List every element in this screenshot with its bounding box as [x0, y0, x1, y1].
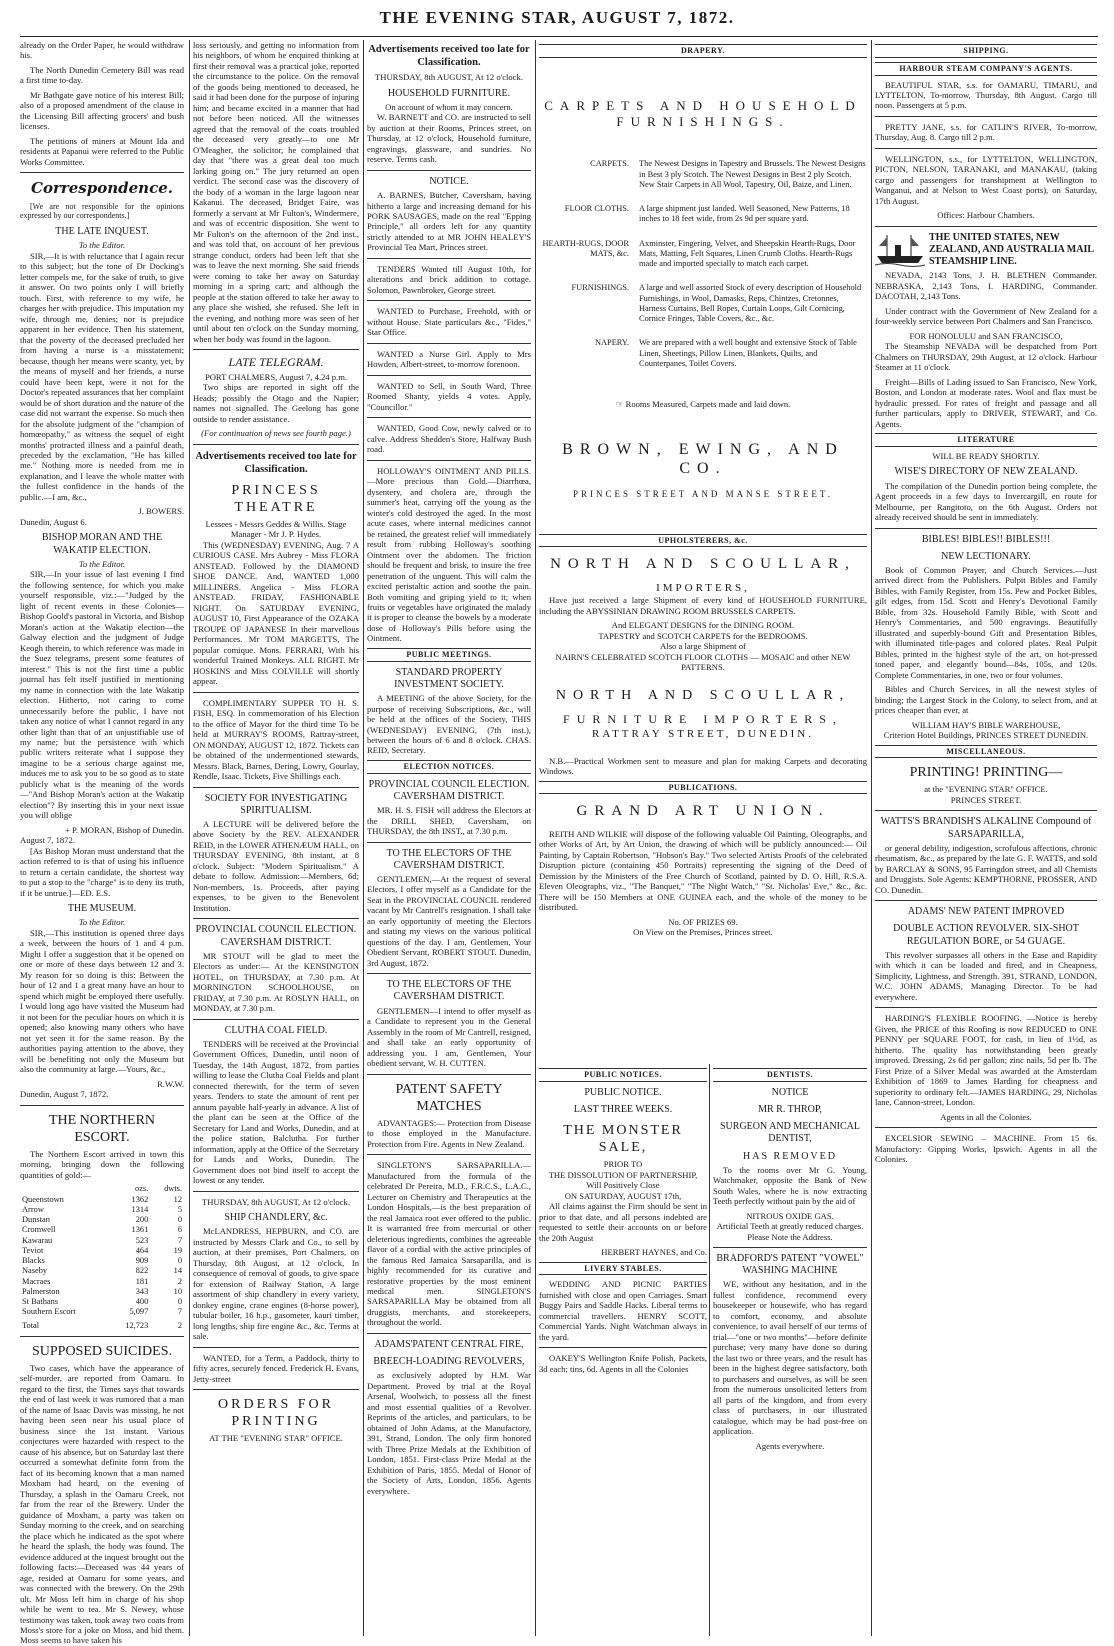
ad-line: PRIOR TO [603, 1159, 643, 1170]
ad-title: TO THE ELECTORS OF THE CAVERSHAM DISTRICT. [386, 979, 512, 1003]
ad-line: ON SATURDAY, AUGUST 17th, [564, 1190, 682, 1201]
column-divider [709, 1064, 710, 1636]
ad-body: Book of Common Prayer, and Church Services.—Just arrived direct from the Publishers. Pulpit Bibles and Family Bibles, with Family Register, from 15s. Pew and Pocket Bibles, gilt edges, from 15d. Scott and Henry's Devotional Family Bible, from 32s. Household Family Bible, with Scott and Henry's Commentaries, and 500 engravings. Beautifully illustrated and superbly-bound Gift and Presentation Bibles, with illuminated title-pages and colored plates. Real Pulpit Bibles, printed in the highest style of the art, on hot-pressed toned paper, and elegantly bound—84s, 105s, and 120s. Complete Commentaries, in one, two or four volumes. [875, 564, 1097, 680]
column-divider [363, 40, 364, 1636]
ad-body: WANTED a Nurse Girl. Apply to Mrs Howden, Albert-street, to-morrow forenoon. [367, 348, 531, 370]
ad-line: at the "EVENING STAR" OFFICE. [924, 784, 1048, 795]
section-rule [367, 460, 531, 461]
section-rule [367, 170, 531, 171]
late-adverts-header: Advertisements received too late for Classification. [368, 44, 530, 69]
table-row [20, 1225, 184, 1235]
drapery-section [539, 40, 867, 1060]
late-adverts-header: Advertisements received too late for Classification. [195, 450, 357, 475]
section-rule [367, 258, 531, 259]
section-rule [539, 1347, 707, 1348]
ad-line: On View on the Premises, Princes street. [633, 927, 773, 938]
ozs-cell: 1314 [131, 1204, 149, 1214]
dwts-cell: 7 [177, 1235, 182, 1245]
ad-body: Under contract with the Government of New Zealand for a four-weekly service between Port Chalmers and San Francisco. [875, 305, 1097, 327]
table-row [20, 1236, 184, 1246]
place-cell: Naseby [22, 1266, 48, 1276]
table-row [20, 1287, 184, 1297]
ad-line: No. OF PRIZES 69. [668, 916, 738, 927]
drapery-row [539, 283, 867, 324]
editor-note: [We are not responsible for the opinions expressed by our correspondents.] [20, 201, 184, 221]
ad-line: HAS REMOVED [743, 1150, 837, 1162]
column-divider [871, 40, 872, 1636]
section-rule [193, 349, 359, 350]
ad-body: GENTLEMEN—I intend to offer myself as a Candidate to represent you in the General Assembly in the room of Mr Cantrell, resigned, and shall take an early opportunity of addressing you. I am, Gentlemen, Your obedient servant, W. H. CUTTEN. [367, 1005, 531, 1069]
drapery-description: We are prepared with a well bought and extensive Stock of Table Linen, Sheetings, Pillow Linen, Blankets, Quilts, and Counterpanes, Toilet Covers. [639, 338, 857, 368]
ad-body: MR STOUT will be glad to meet the Electors as under:— At the KENSINGTON HOTEL, on THURSDAY, at 7.30 p.m. At MORNINGTON SCHOOLHOUSE, on FRIDAY, at 7.30 p.m. At ROSLYN HALL, on MONDAY, at 7.30 p.m. [193, 950, 359, 1014]
ad-body: GENTLEMEN,—At the request of several Electors, I offer myself as a Candidate for the Seat in the PROVINCIAL COUNCIL rendered vacant by Mr Cantrell's resignation. I shall take an early opportunity of meeting the Electors and stating my views on the various political questions of the day. I am, Gentlemen, Your Obedient Servant, ROBERT STOUT. Dunedin, 3rd August, 1872. [367, 873, 531, 968]
table-row [20, 1266, 184, 1276]
ad-line: Offices: Harbour Chambers. [937, 210, 1035, 221]
table-row [20, 1205, 184, 1215]
place-cell: Dunstan [22, 1215, 50, 1225]
ad-body: A MEETING of the above Society, for the purpose of receiving Subscriptions, &c., will be held at the offices of the Society, THIS (WEDNESDAY) EVENING, (7th inst.), between the hours of 6 and 8 o'clock. CHAS. REID, Secretary. [367, 693, 531, 756]
unit-ozs: ozs. [135, 1184, 149, 1194]
to-editor: To the Editor. [78, 917, 126, 928]
ad-body: The Steamship NEVADA will be despatched from Port Chalmers on THURSDAY, 29th August, at 12 o'clock. Harbour Steamer at 11 o'clock. [875, 341, 1097, 373]
section-rule [875, 900, 1097, 901]
section-rule [875, 116, 1097, 117]
ad-body: WE, without any hesitation, and in the fullest confidence, recommend every housekeeper or housewife, who has regard to comfort, economy, and absolute convenience, to avail herself of our terms of trial—"one or two months"—before definite purchase; very many have done so during the last two or three years, and the result has been in the highest degree satisfactory, both to purchasers and ourselves, as will be seen from the numerous unsolicited letters from all parts of the kingdom, and from every class of purchasers, in our illustrated catalogue, which may be had post-free on application. [713, 1279, 867, 1437]
ad-subtitle: Lessees - Messrs Geddes & Willis. Stage Manager - Mr J. P. Hydes. [205, 518, 347, 540]
ad-body: OAKEY'S Wellington Knife Polish, Packets, 3d each; tins, 6d. Agents in all the Colonies [539, 1353, 707, 1374]
ozs-cell: 400 [135, 1297, 149, 1307]
place-cell: Queenstown [22, 1194, 64, 1204]
ozs-cell: 523 [135, 1235, 149, 1245]
column-2 [193, 40, 359, 1630]
ad-title: TO THE ELECTORS OF THE CAVERSHAM DISTRICT. [386, 847, 512, 871]
ns-logo-line: RATTRAY STREET, DUNEDIN. [592, 728, 814, 741]
ad-line: WILL BE READY SHORTLY. [932, 450, 1040, 461]
ad-line: SURGEON AND MECHANICAL DENTIST, [719, 1121, 860, 1145]
drapery-description: The Newest Designs in Tapestry and Brussels. The Newest Designs in Best 3 ply Scotch. The Newest Designs in Best 2 ply Scotch. New Stair Carpets in All Wool, Tapestry, Oil, Baize, and Linen. [639, 159, 866, 189]
article-title: THE LATE INQUEST. [55, 226, 149, 238]
ad-body: TENDERS Wanted till August 10th, for alterations and brick addition to cottage. Solomon, Pawnbroker, George street. [367, 263, 531, 295]
ad-title: ADAMS'PATENT CENTRAL FIRE, [374, 1338, 524, 1350]
table-total-row [20, 1318, 184, 1331]
dwts-cell: 6 [177, 1225, 182, 1235]
dentists-section [713, 1064, 867, 1634]
place-cell: St Bathans [22, 1297, 59, 1307]
dwts-cell: 10 [173, 1286, 182, 1296]
section-rule [367, 1333, 531, 1334]
table-row [20, 1256, 184, 1266]
ad-body: TENDERS will be received at the Provincial Government Offices, Dunedin, until noon of Tuesday, the 14th August, 1872, from parties willing to lease the Clutha Coal Fields and plant connected therewith, for the term of seven years. Tenders to state the amount of rent per annum payable half-yearly in advance. A list of the plant can be seen at the Office of the Secretary for Land and Works, Dunedin, and at the police station, Balclutha. For further information, apply at the Office of the Secretary for Lands and Works, Dunedin. The Government does not bind itself to accept the lowest or any tender. [193, 1038, 359, 1186]
ad-title: PRINCESS THEATRE [231, 482, 321, 515]
place-cell: Total [22, 1320, 40, 1330]
column-divider [535, 40, 536, 1636]
ozs-cell: 343 [135, 1286, 149, 1296]
ad-line: THE DISSOLUTION OF PARTNERSHIP, [548, 1169, 698, 1180]
drapery-description: Axminster, Fingering, Velvet, and Sheepskin Hearth-Rugs, Door Mats, Matting, Felt Squares, Linen Crumb Cloths. Hearth-Rugs made and imported specially to match each carpet. [639, 238, 856, 269]
ad-title: WISE'S DIRECTORY OF NEW ZEALAND. [894, 466, 1078, 478]
column-divider [189, 40, 190, 1636]
ad-title: PROVINCIAL COUNCIL ELECTION. CAVERSHAM DISTRICT. [368, 778, 530, 802]
ad-body: HOLLOWAY'S OINTMENT AND PILLS.—More precious than Gold.—Diarrhœa, dysentery, and cholera are, through the summer's heat, carrying off the young as the winter's cold destroyed the aged. In the most acute cases, where internal medicines cannot be retained, the greatest relief will immediately result from rubbing Holloway's soothing Ointment over the abdomen. The friction should be frequent and brisk, to insure the free penetration of the unguent. This will calm the excited peristaltic action and soothe the pain. Both vomiting and griping yield to it; when fruits or vegetables have originated the malady it is proper to cleanse the bowels by a moderate dose of Holloway's Pills before using the Ointment. [367, 465, 531, 644]
ad-title: CARPETS AND HOUSEHOLD FURNISHINGS. [544, 97, 862, 129]
place-cell: Cromwell [22, 1225, 56, 1235]
letter-body: SIR,—In your issue of last evening I find the following sentence, for which you make yourself responsible, viz.:—"Judged by the light of recent events in these Colonies—Bishop Goold's pastoral in Victoria, and Bishop Moran's action at the Wakatip election—the Galway election and the judgment of Judge Keogh therein, to which reference was made in the Suez telegrams, present some features of interest." This is not the first time a public journal has felt itself justified in mentioning my name in connection with the late Wakatip election. Hitherto, not caring to come unnecessarily before the public, I have not taken any notice of what I cannot regard in any other light than that of an unjustifiable use of my name; but the persistence with which public writers reiterate what I suppose they imagine to be a serious charge against me, induces me to ask you to be so good as to state publicly what is the meaning of the words—"And Bishop Moran's action at the Wakatip election"? By inserting this in your next issue you will oblige [20, 569, 184, 821]
drapery-description: A large shipment just landed. Well Seasoned, New Patterns, 18 inches to 18 feet wide, from 2s 9d per square yard. [639, 204, 850, 224]
section-bar: LIVERY STABLES. [539, 1262, 707, 1276]
ozs-cell: 1361 [131, 1225, 149, 1235]
place-cell: Southern Escort [22, 1307, 76, 1317]
ad-body: N.B.—Practical Workmen sent to measure and plan for making Carpets and decorating Windows. [539, 755, 867, 777]
section-rule [20, 1336, 184, 1337]
place-cell: Arrow [22, 1204, 44, 1214]
paragraph: Mr Bathgate gave notice of his interest Bill; also of a proposed amendment of the clause in the Licensing Bill affecting grocers' and bush licenses. [20, 89, 184, 132]
masthead-rule [20, 36, 1098, 37]
ad-title: NORTH AND SCOULLAR, [550, 556, 856, 573]
ad-line: Agents everywhere. [755, 1440, 825, 1451]
ad-body: McLANDRESS, HEPBURN, and CO. are instructed by Messrs Clark and Co., to sell by auction, at their premises, Port Chalmers, on Thursday, 8th August, at 12 o'clock, In consequence of removal of goods, to give space for extension of Railway Station, A large assortment of ship chandlery in every variety, donkey engine, crane engines (8-horse power), tubular boiler, 16 h.p., gasometer, kauri timber, long lengths, ship fire engine &c., &c. Terms at sale. [193, 1226, 359, 1342]
section-bar: PUBLICATIONS. [539, 781, 867, 795]
section-bar: MISCELLANEOUS. [875, 745, 1097, 759]
ad-body: A LECTURE will be delivered before the above Society by the REV. ALEXANDER REID, in the LOWER ATHENÆUM HALL, on THURSDAY EVENING, 8th instant, at 8 o'clock. Subject: "Modern Spiritualism." A debate to follow. Admission:—Members, 6d; Non-members, 1s. Proceeds, after paying expenses, to be given to the Benevolent Institution. [193, 818, 359, 913]
table-row [20, 1195, 184, 1205]
ad-body: NEVADA, 2143 Tons, J. H. BLETHEN Commander. NEBRASKA, 2,143 Tons, I. HARDING, Commander. DACOTAH, 2,143 Tons. [875, 270, 1097, 302]
place-cell: Kawarau [22, 1235, 53, 1245]
table-row [20, 1215, 184, 1225]
ad-body: WANTED to Sell, in South Ward, Three Roomed Shanty, yields 4 votes. Apply, "Councillor." [367, 380, 531, 412]
column-6 [875, 40, 1097, 1630]
section-bar: PUBLIC MEETINGS. [367, 648, 531, 662]
ozs-cell: 12,723 [125, 1320, 149, 1330]
ad-body: Bibles and Church Services, in all the newest styles of binding; the Largest Stock in the Colony, to select from, and at prices cheaper than ever, at [875, 684, 1097, 716]
section-rule [193, 1019, 359, 1020]
ad-body: ADVANTAGES:— Protection from Disease to those employed in the Manufacture. Protection from Fire. Agents in New Zealand. [367, 1117, 531, 1149]
dwts-cell: 0 [177, 1215, 182, 1225]
dwts-cell: 14 [173, 1266, 182, 1276]
telegram-body: Two ships are reported in sight off the Heads; possibly the Otago and the Napier; names not signalled. The Geelong has gone outside to render assistance. [193, 382, 359, 424]
place-cell: Teviot [22, 1245, 44, 1255]
ad-body: REITH AND WILKIE will dispose of the following valuable Oil Painting, Oleographs, and other Works of Art, by Art Union, the drawing of which will be publicly announced:— Oil Painting, by Captain Robertson, "Hobson's Bay." Two selected Artists Proofs of the celebrated Disruption picture (containing 450 Portraits) representing the signing of the Deed of Demission by the Ministers of the Free Church of Scotland, painted by D. O. Hill, R.S.A. Eleven Oleographs, viz., "The Banquet," "The Night Watch," "St. Nicholas' Eve," &c., &c. There will be 150 Members at ONE GUINEA each, and the whole of the money to be distributed. [539, 828, 867, 913]
ad-title: BIBLES! BIBLES!! BIBLES!!! [921, 533, 1051, 545]
ad-body: WANTED, for a Term, a Paddock, thirty to fifty acres, securely fenced. Frederick H. Evans, Jetty-street [193, 1352, 359, 1384]
ad-body: HARDING'S FLEXIBLE ROOFING. —Notice is hereby Given, the PRICE of this Roofing is now REDUCED to ONE PENNY per SQUARE FOOT, for cash, in lieu of 1½d, as hitherto. The quality has notwithstanding been greatly improved. Dressing, 2s 6d per gallon; zinc nails, 5d per lb. The First Prize of a Silver Medal was awarded at the Amsterdam Exhibition of 1869 to James Harding for cheapness and superiority to ordinary felt.—JAMES HARDING, 29, Nicholas lane, Cannon-street, London. [875, 1013, 1097, 1108]
ad-body: PRETTY JANE, s.s. for CATLIN'S RIVER, To-morrow, Thursday, Aug. 8. Cargo till 2 p.m. [875, 121, 1097, 143]
ad-line: FOR HONOLULU and SAN FRANCISCO, [909, 330, 1063, 341]
ad-body: or general debility, indigestion, scrofulous affections, chronic rheumatism, &c., as prepared by the late G. F. WATTS, and sold by BARCLAY & SONS, 95 Farringdon street, and all Chemists and Druggists. Sole Agents: KEMPTHORNE, PROSSER, AND CO. Dunedin. [875, 842, 1097, 895]
ozs-cell: 200 [135, 1215, 149, 1225]
article-body: loss seriously, and getting no information from his neighbors, of whom he enquired thinking at first their removal was a practical joke, reported the circumstance to the police. On the removal of the goods being mentioned to deceased, he said it had been done for the purpose of injuring him; and became excited in a manner that had not before been noticed. All the witnesses agreed that the removal of the coats troubled the deceased very greatly—to one Mr O'Meagher, the solicitor, he complained that day that "there was a great deal too much larking going on." The jury returned an open verdict. The second case was the discovery of the body of a woman in the large lagoon near Kakanui. The deceased, Bridget Faire, was formerly a servant at Mr Fulton's, Windermere, and was of eccentric disposition. She went to Mr Fulton's on the afternoon of the 2nd inst., and was told that, on account of her previous strange conduct, orders had been left that she was to leave the next morning. She said friends were coming to take her away on Saturday morning in a spring cart; and although the people at the station offered to take her away to any place she wished, she refused. She left in the evening, and nothing more was seen of her until about ten o'clock on the Sunday morning, when her body was found in the lagoon. [193, 40, 359, 344]
place-cell: Blacks [22, 1256, 45, 1266]
ad-title: ADAMS' NEW PATENT IMPROVED [907, 906, 1065, 918]
column-3 [367, 40, 531, 1630]
ad-title: CLUTHA COAL FIELD. [224, 1024, 328, 1036]
ad-title: THE MONSTER SALE, [563, 1123, 683, 1156]
ad-body: W. BARNETT and CO. are instructed to sell by auction at their Rooms, Princes street, on Thursday, at 12 o'clock, Household furniture, engravings, glassware, and sundries. No reserve. Terms cash. [367, 112, 531, 165]
section-rule [875, 1007, 1097, 1008]
ad-line: And ELEGANT DESIGNS for the DINING ROOM. [611, 620, 795, 631]
section-bar: PUBLIC NOTICES. [539, 1068, 707, 1082]
ad-title: NOTICE. [429, 175, 469, 187]
drapery-row [539, 239, 867, 270]
place-cell: Macraes [22, 1276, 51, 1286]
section-rule [875, 528, 1097, 529]
letter-date: Dunedin, August 6. [20, 516, 87, 527]
article-body: Two cases, which have the appearance of self-murder, are reported from Oamaru. In regard to the first, the Times says that towards the end of last week it was rumored that a man of the name of Isaac Davis was missing, he not having been seen near his usual place of business since the 1st instant. Various conjectures were hazarded with respect to the cause of his absence, but on Saturday last there occurred a somewhat definite form from the fact of its becoming known that a man named Moxham had heard, on the evening of Thursday, a splash in the Oamaru Creek, not far from the rear of the Brewery. Under the guidance of Moxham, a party was taken on Sunday morning to the creek, and on searching the place which he indicated as the spot where he heard the splash, the body was found. The evidence adduced at the inquest brought out the following facts:—Deceased was 44 years of age, resided at Oamaru for some years, and was connected with the brewery. On the 29th ult. Mr Moss left him in charge of his shop while he went to tea. Mr S. Newey, whose testimony was taken, took away two coats from Moss's store for a joke on Moss, and bid them. Moss seems to have taken his [20, 1362, 184, 1646]
section-rule [193, 1389, 359, 1390]
ozs-cell: 822 [135, 1266, 149, 1276]
ad-body: This revolver surpasses all others in the Ease and Rapidity with which it can be loaded and fired, and in Cheapness, Simplicity, Lightness, and Strength. 391, STRAND, LONDON, W.C. JOHN ADAMS, Managing Director. To be had everywhere. [875, 949, 1097, 1002]
drapery-category: FURNISHINGS. [571, 283, 629, 293]
drapery-category: FLOOR CLOTHS. [564, 204, 629, 214]
section-rule [367, 417, 531, 418]
section-rule [20, 1105, 184, 1106]
section-bar: LITERATURE [875, 433, 1097, 447]
ad-body: as exclusively adopted by H.M. War Department. Proved by trial at the Royal Arsenal, Woolwich, to possess all the finest and most essential qualities of a Revolver. Reprints of the articles, and particulars, to be obtained of John Adams, at the Manufactory, 391, Strand, London. The only firm honored with Three Prize Medals at the Exhibition of London, 1851. First-class Prize Medal at the Exhibition of Paris, 1855. Medal of Honor of the Society of Arts, London, 1856. Agents everywhere. [367, 1370, 531, 1496]
ad-body: The compilation of the Dunedin portion being complete, the Agent proceeds in a few days to Invercargill, en route for Melbourne, per Rangitoto, on the 6th August. Orders not already received should be sent in immediately. [875, 480, 1097, 523]
ad-title: NOTICE [771, 1086, 809, 1098]
correspondence-heading: Correspondence. [31, 179, 173, 198]
ad-body: MR. H. S. FISH will address the Electors at the DRILL SHED, Caversham, on THURSDAY, the 8th INST., at 7.30 p.m. [367, 805, 531, 837]
ad-date: THURSDAY, 8th AUGUST, At 12 o'clock. [375, 72, 523, 83]
ad-body: To the rooms over Mr G. Young, Watchmaker, opposite the Bank of New South Wales, where he is now extracting Teeth perfectly without pain by the aid of [713, 1164, 867, 1207]
ad-line: PRINCES STREET. [950, 794, 1022, 805]
dwts-cell: 0 [177, 1297, 182, 1307]
ad-body: SINGLETON'S SARSAPARILLA.—Manufactured from the formula of the celebrated Dr Pereira, M.D., F.R.C.S., L.A.C., Lecturer on Chemistry and Therapeutics at the London Hospitals,—is the best preparation of the real Jamaica root ever offered to the public. It is warranted free from mercurial or other deleterious ingredients, combines the agreeable flavor of a cordial with the active principles of the famous Red Jamaica Sarsaparilla, and is highly recommended for its curative and restorative properties by the most eminent medical men. SINGLETON'S SARSAPARILLA May be obtained from all druggists, merchants, and storekeepers, throughout the world. [367, 1160, 531, 1328]
table-row [20, 1277, 184, 1287]
section-rule [875, 148, 1097, 149]
ad-body: Have just received a large Shipment of every kind of HOUSEHOLD FURNITURE, including the ABYSSINIAN DRAWING ROOM BRUSSELS CARPETS. [539, 595, 867, 616]
dwts-cell: 19 [173, 1245, 182, 1255]
ad-note: ☞ Rooms Measured, Carpets made and laid down. [615, 399, 791, 410]
ad-title: PUBLIC NOTICE. [584, 1086, 662, 1098]
telegram-title: LATE TELEGRAM. [228, 355, 324, 370]
ad-subtitle: BREECH-LOADING REVOLVERS, [373, 1356, 525, 1368]
section-rule [367, 1074, 531, 1075]
column-1 [20, 40, 184, 1646]
letter-date: Dunedin, August 7, 1872. [20, 1089, 109, 1100]
ad-title: STANDARD PROPERTY INVESTMENT SOCIETY. [394, 666, 504, 690]
section-rule [713, 1247, 867, 1248]
ns-logo-line: NORTH AND SCOULLAR, [555, 687, 851, 703]
ad-body: WELLINGTON, s.s., for LYTTELTON, WELLINGTON, PICTON, NELSON, TARANAKI, and MANAKAU, (taking cargo and passengers for transhipment at Wellington to Wanganui, and at Nelson to West Coast ports), on Saturday, 17th August. [875, 153, 1097, 206]
section-bar: UPHOLSTERERS, &c. [539, 534, 867, 548]
ad-body: BEAUTIFUL STAR, s.s. for OAMARU, TIMARU, and LYTTELTON, To-morrow, Thursday, 8th August. Cargo till noon. Passengers at 5 p.m. [875, 79, 1097, 111]
ad-body: This (WEDNESDAY) EVENING, Aug. 7 A CURIOUS CASE. Mrs Aubrey - Miss FLORA ANSTEAD. Followed by the DIAMOND SHOE DANCE. And, WANTED 1,000 MILLINERS. Angelica - Miss FLORA ANSTEAD. FRIDAY, FASHIONABLE NIGHT. On SATURDAY EVENING, AUGUST 10, First Appearance of the OZAKA TROUPE OF JAPANESE In their marvellous Performances. Mr TOM MARGETTS, The popular comique. Mons. FERRARI, With his wonderful Trained Monkeys. ALL RIGHT. Mr HOSKINS and Miss COLVILLE will shortly appear. [193, 539, 359, 687]
ad-title: PATENT SAFETY MATCHES [395, 1081, 503, 1114]
drapery-category: HEARTH-RUGS, DOOR MATS, &c. [542, 238, 629, 258]
ad-subtitle: DOUBLE ACTION REVOLVER. SIX-SHOT REGULATION BORE, or 54 GUAGE. [893, 923, 1079, 947]
letter-date: August 7, 1872. [20, 835, 75, 846]
ns-logo-line: FURNITURE IMPORTERS, [563, 711, 843, 726]
section-rule [875, 1127, 1097, 1128]
section-bar: DRAPERY. [539, 44, 867, 58]
ad-body: EXCELSIOR SEWING – MACHINE. From 15 6s. Manufactory: Gipping Works, Ipswich. Agents in all the Colonies. [875, 1133, 1097, 1165]
paragraph: already on the Order Paper, he would withdraw his. [20, 40, 184, 61]
ad-title: THE UNITED STATES, NEW ZEALAND, AND AUSTRALIA MAIL STEAMSHIP LINE. [929, 231, 1094, 268]
ad-title: BRADFORD'S PATENT "VOWEL" WASHING MACHINE [716, 1253, 864, 1277]
ad-line: Artificial Teeth at greatly reduced charges. Please Note the Address. [716, 1221, 864, 1242]
escort-table [20, 1184, 184, 1331]
section-rule [367, 842, 531, 843]
section-bar: HARBOUR STEAM COMPANY'S AGENTS. [875, 62, 1097, 76]
section-bar: SHIPPING. [875, 44, 1097, 58]
ad-date: THURSDAY, 8th AUGUST, At 12 o'clock. [202, 1196, 350, 1207]
drapery-row [539, 338, 867, 369]
ad-body: All claims against the Firm should be sent in prior to that date, and all persons indebted are requested to settle their accounts on or before the 20th August [539, 1201, 707, 1243]
section-rule [367, 973, 531, 974]
dwts-cell: 0 [177, 1256, 182, 1266]
continuation-note: (For continuation of news see fourth page.) [201, 428, 351, 439]
paragraph: The Northern Escort arrived in town this morning, bringing down the following quantities of gold:— [20, 1148, 184, 1180]
dwts-cell: 5 [177, 1204, 182, 1214]
section-bar: DENTISTS. [713, 1068, 867, 1082]
drapery-description: A large and well assorted Stock of every description of Household Furnishings, in Wool, Damasks, Reps, Chintzes, Cretonnes, Harness Curtains, Bell Ropes, Curtain Loops, Gilt Cornicing, Cornice Fringes, Table Covers, &c., &c. [639, 283, 862, 324]
ad-body: WEDDING AND PICNIC PARTIES furnished with close and open Carriages. Smart Buggy Pairs and Saddle Hacks. Liberal terms to commercial travellers. HENRY SCOTT, Commercial Yards. Night Watchman always in the yard. [539, 1279, 707, 1342]
letter-signature: R.W.W. [157, 1078, 184, 1089]
letter-signature: + P. MORAN, Bishop of Dunedin. [65, 824, 184, 835]
drapery-row [539, 159, 867, 190]
public-notices [539, 1064, 707, 1634]
brown-ewing-logo: BROWN, EWING, AND CO. [562, 440, 844, 478]
ad-title: GRAND ART UNION. [576, 803, 830, 820]
table-row [20, 1307, 184, 1317]
section-rule [875, 226, 1097, 227]
ad-line: LAST THREE WEEKS. [573, 1103, 673, 1115]
masthead [0, 0, 1114, 38]
section-rule [367, 375, 531, 376]
unit-dwts: dwts. [164, 1184, 182, 1194]
section-rule [875, 810, 1097, 811]
dwts-cell: 2 [177, 1276, 182, 1286]
ad-line: NITROUS OXIDE GAS. [746, 1210, 834, 1221]
ad-title: PRINTING! PRINTING— [909, 765, 1063, 781]
ad-title: PROVINCIAL COUNCIL ELECTION. CAVERSHAM DISTRICT. [195, 924, 357, 948]
paragraph: The North Dunedin Cemetery Bill was read a first time to-day. [20, 64, 184, 86]
ad-line: Will Positively Close [586, 1180, 660, 1191]
section-rule [20, 172, 184, 173]
ad-title: SHIP CHANDLERY, &c. [224, 1212, 328, 1224]
telegram-dateline: PORT CHALMERS, August 7, 4.24 p.m. [204, 371, 348, 382]
editor-reply: [As Bishop Moran must understand that the action referred to is that of using his influence to return a certain candidate, the shortest way to put a stop to the "charge" is to deny its truth, if it be untrue.]—ED. E.S. [20, 845, 184, 898]
ad-body: Freight—Bills of Lading issued to San Francisco, New York, Boston, and London at moderate rates. Wool and flax must be hydraulic pressed. For rates of freight and passage and all further particulars, apply to DRIVER, STEWART, and Co. Agents. [875, 376, 1097, 429]
ad-title: HOUSEHOLD FURNITURE. [387, 87, 511, 99]
ad-subtitle: On account of whom it may concern. [385, 101, 513, 112]
steamship-icon [875, 232, 925, 266]
section-rule [193, 1347, 359, 1348]
section-rule [367, 343, 531, 344]
ad-line: Agents in all the Colonies. [940, 1111, 1032, 1122]
ad-title: SOCIETY FOR INVESTIGATING SPIRITUALISM. [204, 792, 348, 816]
ad-body: WANTED to Purchase, Freehold, with or without House. State particulars &c., "Fides," Star Office. [367, 306, 531, 338]
ad-line: Criterion Hotel Buildings, PRINCES STREET DUNEDIN. [883, 730, 1089, 741]
section-rule [193, 1191, 359, 1192]
section-rule [193, 918, 359, 919]
article-title: THE MUSEUM. [67, 903, 137, 915]
ad-signature: HERBERT HAYNES, and Co. [601, 1247, 707, 1258]
article-title: SUPPOSED SUICIDES. [31, 1343, 173, 1359]
ad-line: MR R. THROP, [758, 1103, 822, 1115]
ad-body: COMPLIMENTARY SUPPER TO H. S. FISH, ESQ. In commemoration of his Election to the office of Mayor for the third time To be held at MURRAY'S ROOMS, Rattray-street, ON MONDAY, AUGUST 12, 1872. Tickets can be obtained of the undermentioned stewards, Messrs. Black, Barnes, Dering, Lowry, Gourlay, Rendle, Isaac. Tickets, Five Shillings each. [193, 697, 359, 782]
section-rule [193, 692, 359, 693]
ad-line: WILLIAM HAY'S BIBLE WAREHOUSE, [911, 719, 1061, 730]
section-rule [193, 787, 359, 788]
dwts-cell: 2 [177, 1320, 182, 1330]
drapery-category: CARPETS. [590, 159, 629, 169]
to-editor: To the Editor. [78, 240, 126, 251]
ad-title: WATTS'S BRANDISH'S ALKALINE Compound of SARSAPARILLA, [880, 816, 1092, 840]
drapery-list [539, 159, 867, 369]
paragraph: The petitions of miners at Mount Ida and residents at Papanui were referred to the Public Works Committee. [20, 135, 184, 167]
ozs-cell: 464 [135, 1245, 149, 1255]
drapery-category: NAPERY. [594, 338, 629, 348]
ad-body: A. BARNES, Butcher, Caversham, having hitherto a large and increasing demand for his PORK SAUSAGES, made on the real "Epping Principle," all orders left for any quantity strictly attended to at MR JOHN HEALEY'S Provincial Tea Mart, Princes street. [367, 190, 531, 253]
to-editor: To the Editor. [78, 558, 126, 569]
mail-line-ad [875, 232, 1097, 269]
drapery-row [539, 204, 867, 225]
table-row [20, 1246, 184, 1256]
place-cell: Palmerston [22, 1286, 60, 1296]
table-row [20, 1297, 184, 1307]
table-header-row [20, 1184, 184, 1194]
ozs-cell: 1362 [131, 1194, 149, 1204]
article-title: THE NORTHERN ESCORT. [48, 1112, 156, 1145]
letter-body: SIR,—It is with reluctance that I again recur to this subject; but the tone of Dr Docking's letter compels me, for the sake of truth, to give it answer. On two points only I will briefly touch. First, with reference to my wife, he charges her with prejudice. This imputation my wife, through me, denies; nor is prejudice apparent in her evidence. Then his statement, that the poverty of the deceased precluded her from having a nurse is a misstatement; because, though her means were scanty, yet, by the means of myself and her friends, a nurse could have been kept, were it not for the Doctor's repeated assurances that her complaint would be of short duration and the nature of the case did not warrant the expense. So much then for the absolute judgment of the "champion of homœopathy," as witness the sequel of eight months' protracted illness and a painful death, preceded by the exclamation, "He has killed me." Nothing more is needed from me in explanation, and I leave the whole matter with the fullest confidence in the hands of the public.—I am, &c., [20, 250, 184, 502]
ad-line: NAIRN'S CELEBRATED SCOTCH FLOOR CLOTHS — MOSAIC and other NEW PATTERNS. [555, 651, 851, 673]
brown-ewing-address: PRINCES STREET AND MANSE STREET. [573, 488, 833, 499]
letter-body: SIR,—This institution is opened three days a week, between the hours of 1 and 4 p.m. Might I offer a suggestion that it be opened on one or more of these days between 12 and 3. My reason for so doing is this: Between the hour of 12 and 1 a great many have an hour to spend which might be employed there usefully. I would long ago have visited the Museum had it not been for the peculiar hours on which it is opened; also knowing many others who have not yet seen it for the same reason. By the authorities paying attention to the above, they will be benefiting not only the Museum but also the community at large.—Yours, &c., [20, 927, 184, 1075]
dwts-cell: 7 [177, 1307, 182, 1317]
section-rule [367, 300, 531, 301]
ad-subtitle: NEW LECTIONARY. [941, 550, 1031, 562]
letter-signature: J. BOWERS. [138, 506, 184, 517]
ad-line: Also a large Shipment of [660, 641, 746, 652]
ad-line: TAPESTRY and SCOTCH CARPETS for the BEDROOMS. [598, 630, 808, 641]
ad-body: WANTED, Good Cow, newly calved or to calve. Address Shedden's Store, Halfway Bush road. [367, 423, 531, 455]
ozs-cell: 181 [135, 1276, 149, 1286]
ozs-cell: 5,097 [129, 1307, 149, 1317]
masthead-title: THE EVENING STAR, AUGUST 7, 1872. [379, 8, 735, 27]
ad-subtitle: IMPORTERS, [656, 581, 750, 594]
ad-title: ORDERS FOR PRINTING [218, 1397, 334, 1430]
article-title: BISHOP MORAN AND THE WAKATIP ELECTION. [41, 532, 163, 556]
section-rule [367, 1154, 531, 1155]
ozs-cell: 909 [135, 1256, 149, 1266]
section-rule [193, 444, 359, 445]
section-bar: ELECTION NOTICES. [367, 760, 531, 774]
dwts-cell: 12 [173, 1194, 182, 1204]
ad-subtitle: AT THE "EVENING STAR" OFFICE. [209, 1433, 343, 1444]
